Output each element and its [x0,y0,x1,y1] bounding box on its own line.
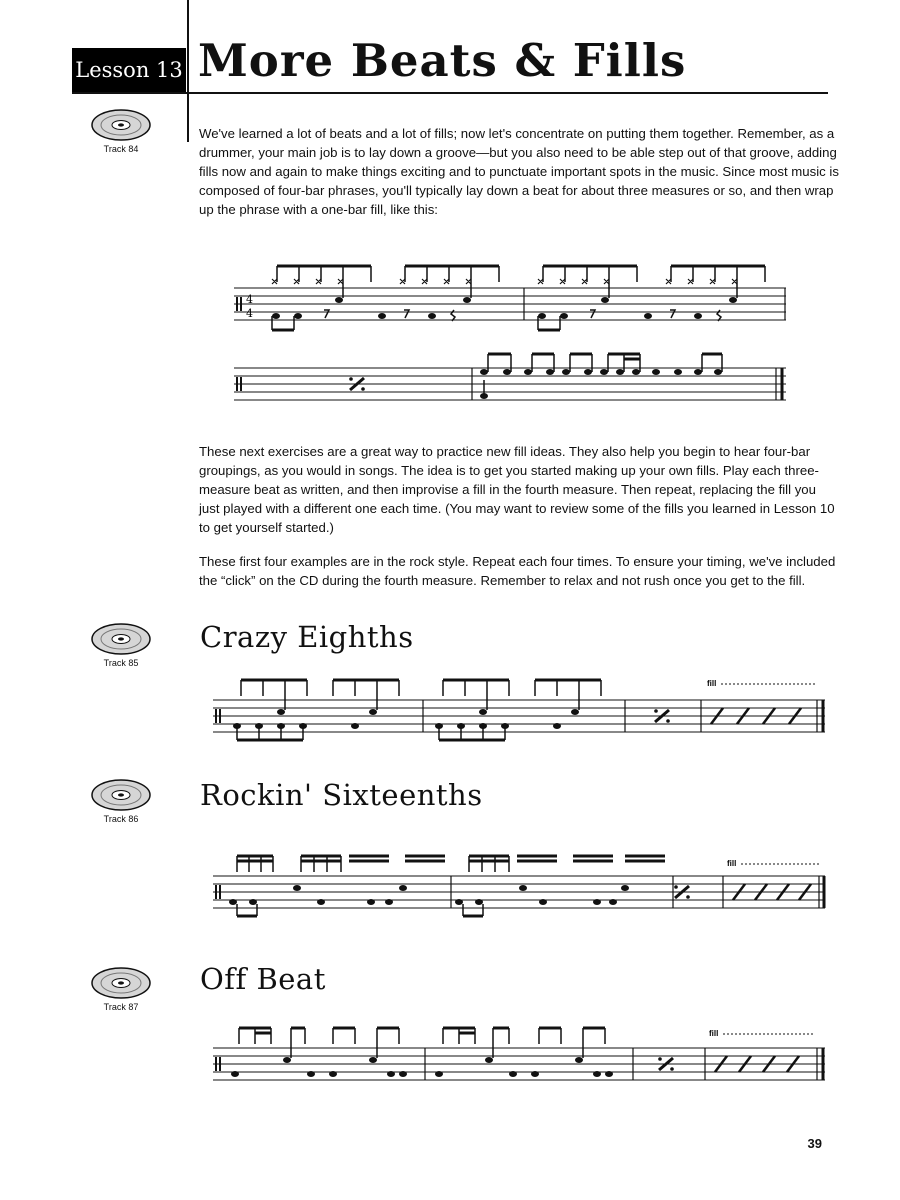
page-title: More Beats & Fills [198,34,687,87]
staff-off-beat [193,1020,833,1095]
fill-label: fill [709,1029,719,1038]
staff-lines [234,288,786,320]
title-rule [72,92,828,94]
track-label: Track 86 [103,814,139,824]
noteheads [231,1057,613,1077]
fill-label: fill [707,679,717,688]
time-signature-bottom: 4 [246,307,253,320]
staff-rockin-sixteenths [193,848,833,923]
header-vertical-rule [187,0,189,142]
noteheads [233,709,579,729]
hihat-notes [272,279,737,284]
fill-stems-and-beams [484,354,722,396]
cd-icon [90,622,152,656]
section-title-off-beat: Off Beat [200,962,326,996]
track-label: Track 84 [103,144,139,154]
track-label: Track 85 [103,658,139,668]
cd-track-84 [90,108,152,160]
cd-icon [90,108,152,142]
snare-and-kick-notes [272,297,737,319]
lesson-label: Lesson 13 [72,48,186,92]
section-title-crazy-eighths: Crazy Eighths [200,620,414,654]
track-label: Track 87 [103,1002,139,1012]
section-title-rockin-sixteenths: Rockin' Sixteenths [200,778,483,812]
intro-paragraph: We've learned a lot of beats and a lot of fills; now let's concentrate on putting them together. Remember, as a drummer, your main job is to lay down a groove—but you also need to be able step out of that groove, adding fills now and again to make things exciting and to punctuate important spots in the music. Since most music is composed of four-bar phrases, you'll typically lay down a beat for about three measures or so, and then wrap up the phrase with a one-bar fill, like this: [199,126,839,217]
cd-icon [90,966,152,1000]
cd-icon [90,778,152,812]
rock-style-paragraph: These first four examples are in the rock style. Repeat each four times. To ensure your timing, we've included the “click” on the CD during the fourth measure. Remember to relax and not rush once you get to the fill. [199,554,836,588]
cd-track-85 [90,622,152,674]
staff-lines [213,1048,825,1080]
note-stems-and-beams [237,680,601,740]
cd-track-87 [90,966,152,1018]
staff-lines [213,876,825,908]
staff-crazy-eighths [193,672,833,747]
note-stems-and-beams [239,1028,605,1058]
time-signature-top: 4 [246,293,253,306]
example-staff-beat [228,258,793,338]
page-number: 39 [807,1136,822,1151]
fill-label: fill [727,859,737,868]
cd-track-86 [90,778,152,830]
exercise-paragraph: These next exercises are a great way to practice new fill ideas. They also help you begin to hear four-bar groupings, as you would in songs. The idea is to get you started making up your own fills. Play each three-measure beat as written, and then improvise a fill in the fourth measure. Then repeat, replacing the fill you just played with a different one each time. (You may want to review some of the fills you learned in Lesson 10 to get yourself started.) [199,444,835,535]
noteheads [229,885,629,905]
example-staff-fill [228,350,793,410]
